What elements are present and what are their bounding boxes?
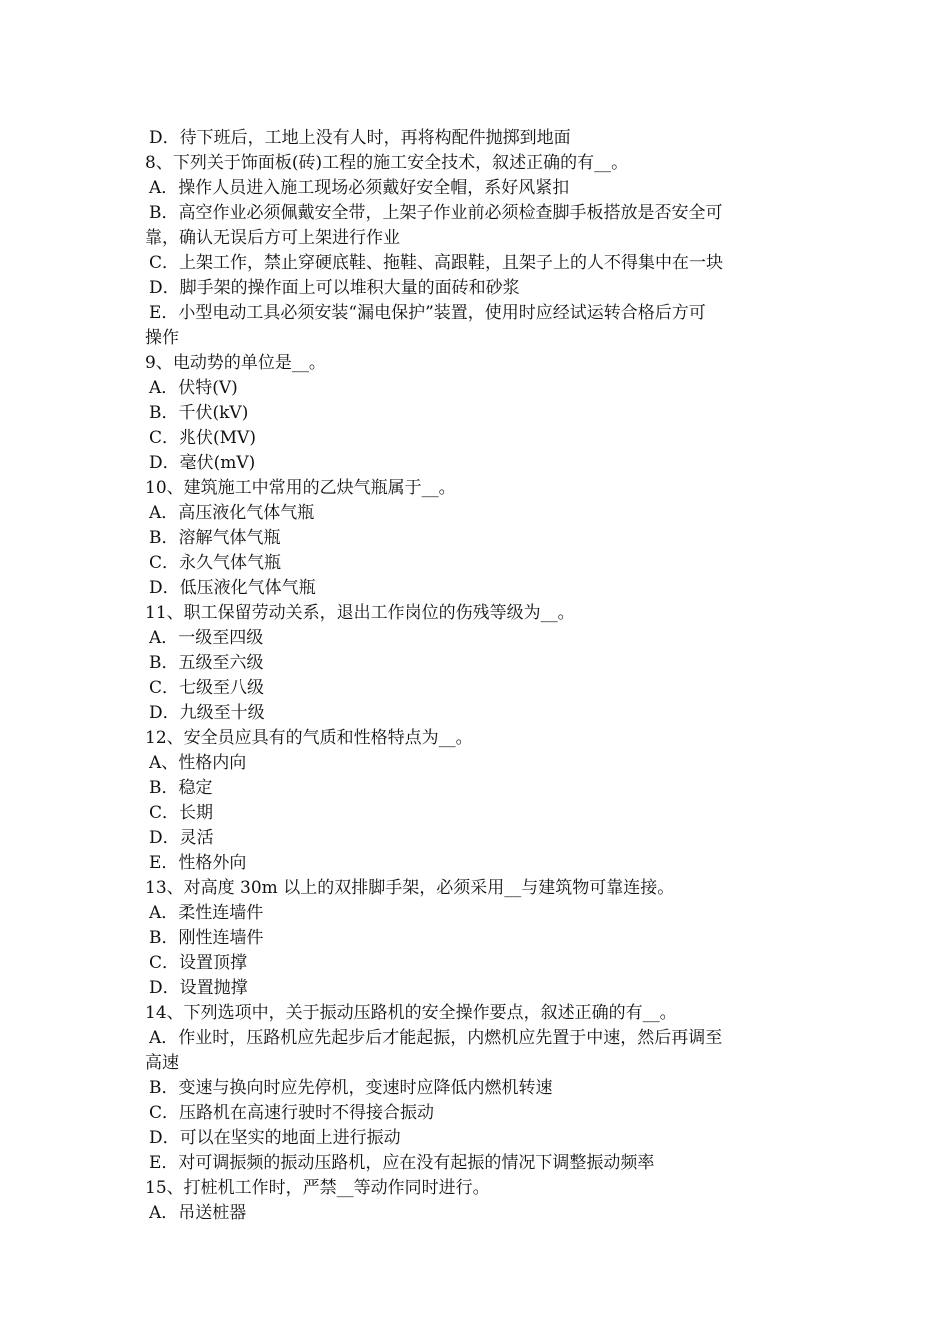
option-line: A．柔性连墙件: [149, 903, 264, 923]
option-line: C．压路机在高速行驶时不得接合振动: [149, 1103, 435, 1123]
option-line: C．永久气体气瓶: [149, 553, 282, 573]
option-line: E．对可调振频的振动压路机，应在没有起振的情况下调整振动频率: [149, 1153, 655, 1173]
option-line: A．作业时，压路机应先起步后才能起振，内燃机应先置于中速，然后再调至: [149, 1028, 723, 1048]
option-line: E．小型电动工具必须安装“漏电保护”装置，使用时应经试运转合格后方可: [149, 303, 706, 323]
option-line: D．设置抛撑: [149, 978, 248, 998]
question-line: 11、职工保留劳动关系，退出工作岗位的伤残等级为__。: [145, 603, 575, 623]
option-line: A、性格内向: [149, 753, 247, 773]
option-line: D．九级至十级: [149, 703, 265, 723]
question-line: 靠，确认无误后方可上架进行作业: [145, 228, 400, 248]
option-line: B．稳定: [149, 778, 213, 798]
option-line: D．毫伏(mV): [149, 453, 256, 473]
option-line: A．吊送桩器: [149, 1203, 247, 1223]
document-body: [145, 126, 810, 1226]
option-line: B．变速与换向时应先停机，变速时应降低内燃机转速: [149, 1078, 553, 1098]
question-line: 8、下列关于饰面板(砖)工程的施工安全技术，叙述正确的有__。: [145, 153, 629, 173]
option-line: B．高空作业必须佩戴安全带，上架子作业前必须检查脚手板搭放是否安全可: [149, 203, 723, 223]
option-line: C．长期: [149, 803, 214, 823]
option-line: D．低压液化气体气瓶: [149, 578, 316, 598]
question-line: 14、下列选项中，关于振动压路机的安全操作要点，叙述正确的有__。: [145, 1003, 677, 1023]
question-line: 操作: [145, 328, 179, 348]
question-line: 13、对高度 30m 以上的双排脚手架，必须采用__与建筑物可靠连接。: [145, 878, 675, 898]
question-line: 9、电动势的单位是__。: [145, 353, 326, 373]
option-line: C．七级至八级: [149, 678, 265, 698]
question-line: 10、建筑施工中常用的乙炔气瓶属于__。: [145, 478, 456, 498]
option-line: B．千伏(kV): [149, 403, 249, 423]
option-line: B．刚性连墙件: [149, 928, 264, 948]
question-line: 高速: [145, 1053, 179, 1073]
option-line: C．设置顶撑: [149, 953, 248, 973]
option-line: D．待下班后，工地上没有人时，再将构配件抛掷到地面: [149, 128, 571, 148]
option-line: A．操作人员进入施工现场必须戴好安全帽，系好风紧扣: [149, 178, 570, 198]
option-line: D．可以在坚实的地面上进行振动: [149, 1128, 401, 1148]
option-line: A．伏特(V): [149, 378, 238, 398]
question-line: 12、安全员应具有的气质和性格特点为__。: [145, 728, 473, 748]
question-line: 15、打桩机工作时，严禁__等动作同时进行。: [145, 1178, 490, 1198]
option-line: D．脚手架的操作面上可以堆积大量的面砖和砂浆: [149, 278, 520, 298]
option-line: E．性格外向: [149, 853, 247, 873]
option-line: B．五级至六级: [149, 653, 264, 673]
option-line: A．一级至四级: [149, 628, 264, 648]
option-line: C．上架工作，禁止穿硬底鞋、拖鞋、高跟鞋，且架子上的人不得集中在一块: [149, 253, 724, 273]
option-line: D．灵活: [149, 828, 214, 848]
option-line: B．溶解气体气瓶: [149, 528, 281, 548]
option-line: C．兆伏(MV): [149, 428, 256, 448]
option-line: A．高压液化气体气瓶: [149, 503, 315, 523]
